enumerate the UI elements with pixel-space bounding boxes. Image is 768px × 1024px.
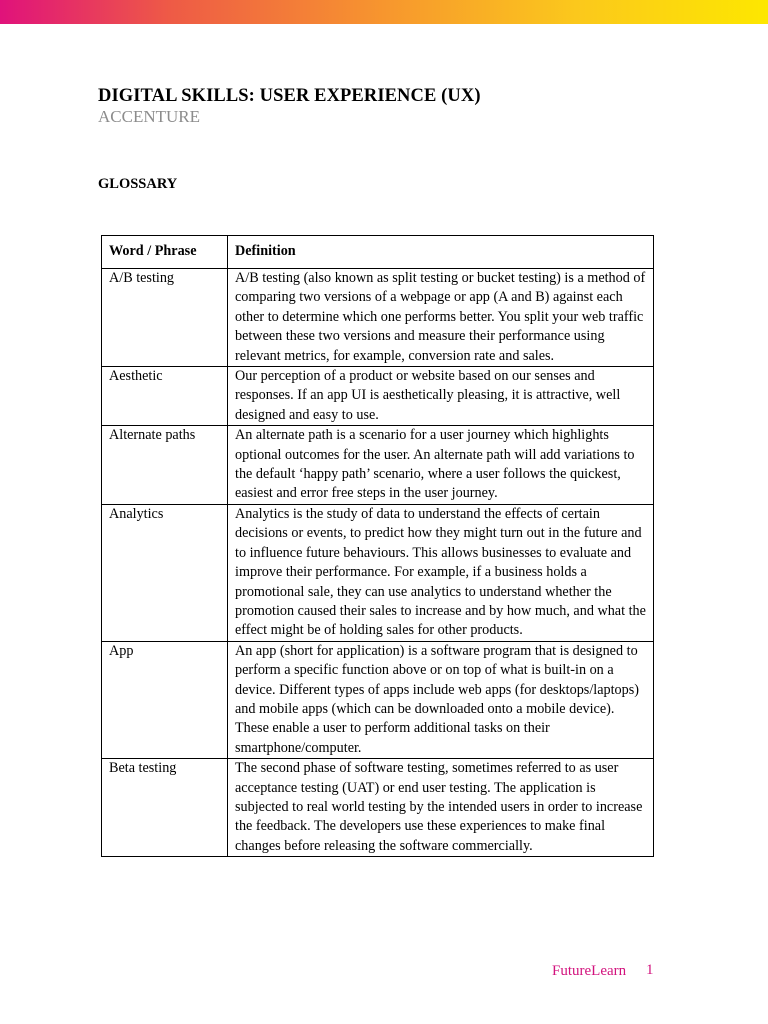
page-number: 1 [646,962,654,978]
table-row [102,504,654,641]
definition-cell: An alternate path is a scenario for a user journey which highlights optional outcomes for the user. An alternate path will add variations to the default ‘happy path’ scenario, where a user follows the quickest, easiest and error free steps in the user journey. [228,426,654,505]
term-cell: A/B testing [102,269,228,367]
brand-gradient-bar [0,0,768,24]
column-header-definition: Definition [228,236,654,269]
table-row [102,269,654,367]
term-cell: Aesthetic [102,367,228,426]
term-cell: App [102,641,228,758]
definition-cell: Our perception of a product or website based on our senses and responses. If an app UI is aesthetically pleasing, it is attractive, well designed and easy to use. [228,367,654,426]
glossary-table [101,235,654,857]
table-row [102,759,654,857]
organization-name: ACCENTURE [98,107,200,126]
section-heading: GLOSSARY [98,176,178,192]
column-header-term: Word / Phrase [102,236,228,269]
footer-brand: FutureLearn [552,963,627,979]
term-cell: Alternate paths [102,426,228,505]
table-row [102,641,654,758]
table-row [102,426,654,505]
definition-cell: An app (short for application) is a software program that is designed to perform a specific function above or on top of what is built-in on a device. Different types of apps include web apps (for desktops/laptops) and mobile apps (which can be downloaded onto a mobile device). These enable a user to perform additional tasks on their smartphone/computer. [228,641,654,758]
document-title: DIGITAL SKILLS: USER EXPERIENCE (UX) [98,86,481,106]
definition-cell: A/B testing (also known as split testing or bucket testing) is a method of comparing two versions of a webpage or app (A and B) against each other to determine which one performs better. You split your web traffic between these two versions and measure their performance using relevant metrics, for example, conversion rate and sales. [228,269,654,367]
table-row [102,367,654,426]
table-header-row [102,236,654,269]
term-cell: Beta testing [102,759,228,857]
term-cell: Analytics [102,504,228,641]
definition-cell: The second phase of software testing, sometimes referred to as user acceptance testing (UAT) or end user testing. The application is subjected to real world testing by the intended users in order to increase the feedback. The developers use these experiences to make final changes before releasing the software commercially. [228,759,654,857]
definition-cell: Analytics is the study of data to understand the effects of certain decisions or events, to predict how they might turn out in the future and to influence future behaviours. This allows businesses to evaluate and improve their performance. For example, if a business holds a promotional sale, they can use analytics to understand whether the promotion caused their sales to increase and by how much, and what the effect might be of holding sales for other products. [228,504,654,641]
